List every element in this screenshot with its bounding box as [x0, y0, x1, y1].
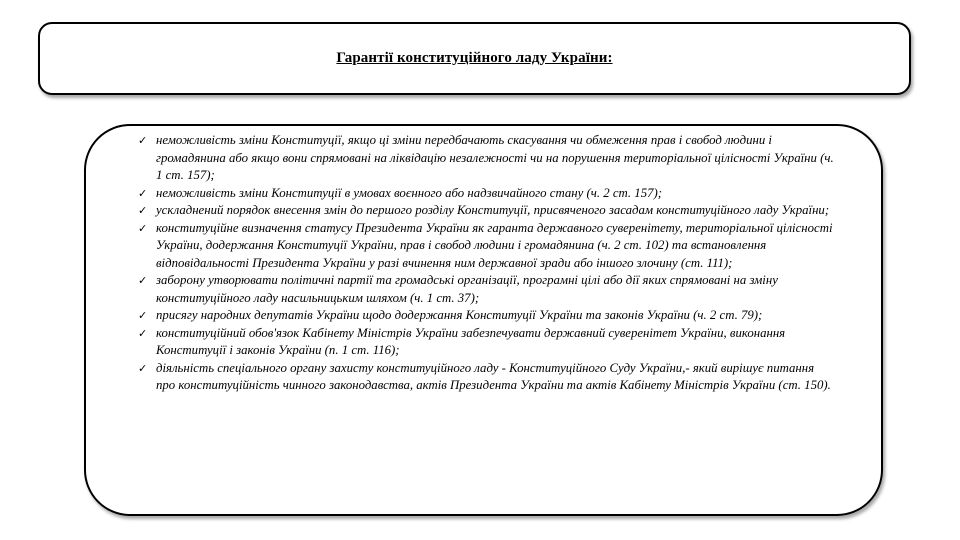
check-icon: ✓ — [138, 204, 148, 217]
guarantees-list — [136, 132, 836, 395]
list-item — [136, 272, 836, 307]
list-item-text: заборону утворювати політичні партії та громадські організації, програмні цілі або дії яких спрямовані на зміну конституційного ладу насильницьким шляхом (ч. 1 ст. 37); — [156, 273, 778, 305]
list-item — [136, 185, 836, 203]
list-item-text: ускладнений порядок внесення змін до першого розділу Конституції, присвяченого засадам конституційного ладу України; — [156, 203, 830, 217]
list-item — [136, 202, 836, 220]
title-box — [38, 22, 911, 95]
list-item-text: неможливість зміни Конституції, якщо ці зміни передбачають скасування чи обмеження прав і свобод людини і громадянина або якщо вони спрямовані на ліквідацію незалежності чи на порушення територіальної цілісності України (ч. 1 ст. 157); — [156, 133, 834, 182]
page-title: Гарантії конституційного ладу України: — [336, 50, 613, 66]
list-item — [136, 307, 836, 325]
list-item-text: діяльність спеціального органу захисту конституційного ладу - Конституційного Суду України,- який вирішує питання про конституційність чинного законодавства, актів Президента України та актів Кабінету Міністрів України (ст. 150). — [156, 360, 831, 392]
check-icon: ✓ — [138, 274, 148, 287]
check-icon: ✓ — [138, 309, 148, 322]
check-icon: ✓ — [138, 326, 148, 340]
list-item — [136, 325, 836, 360]
list-item-text: конституційне визначення статусу Президента України як гаранта державного суверенітету, територіальної цілісності України, додержання Конституції України, прав і свобод людини і громадянина (ч. 2 ст. 102) та встановлення відповідальності Президента України у разі вчинення ним державної зради або іншого злочину (ст. 111); — [156, 220, 833, 270]
list-item — [136, 360, 836, 395]
check-icon: ✓ — [138, 361, 148, 375]
list-item — [136, 220, 836, 273]
check-icon: ✓ — [138, 221, 148, 235]
check-icon: ✓ — [138, 186, 148, 200]
list-item-text: присягу народних депутатів України щодо додержання Конституції України та законів України (ч. 2 ст. 79); — [156, 308, 763, 322]
list-item-text: неможливість зміни Конституції в умовах воєнного або надзвичайного стану (ч. 2 ст. 157); — [156, 185, 663, 200]
list-item-text: конституційний обов'язок Кабінету Міністрів України забезпечувати державний суверенітет України, виконання Конституції і законів України (п. 1 ст. 116); — [156, 325, 786, 357]
check-icon: ✓ — [138, 134, 148, 147]
list-item — [136, 132, 836, 185]
